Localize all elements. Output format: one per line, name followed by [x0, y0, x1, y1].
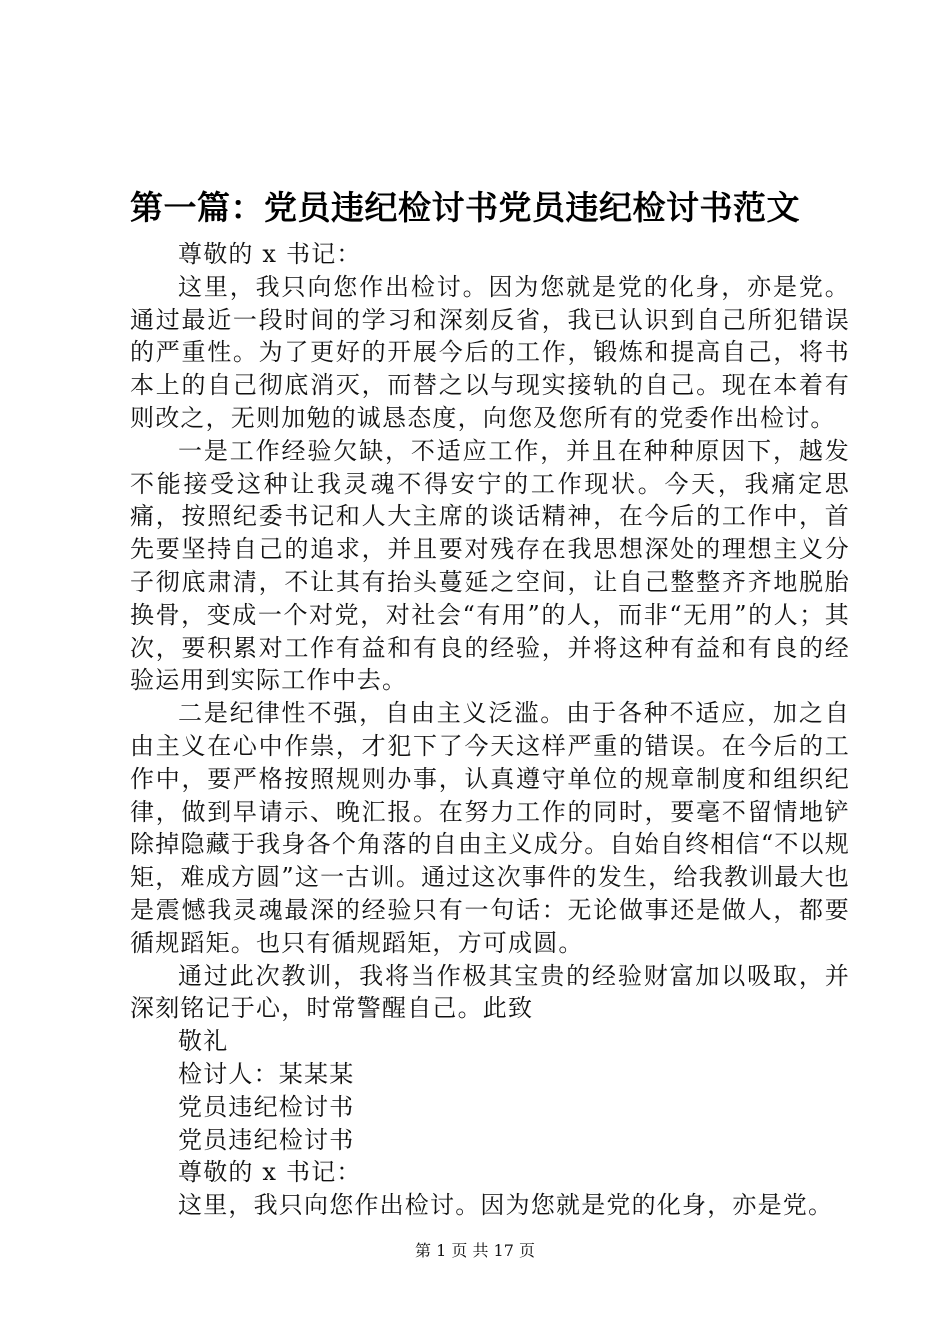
closing: 敬礼 — [178, 1027, 229, 1056]
paragraph: 这里，我只向您作出检讨。因为您就是党的化身，亦是党。 — [178, 1191, 834, 1220]
document-title: 第一篇：党员违纪检讨书党员违纪检讨书范文 — [130, 188, 800, 227]
document-body — [130, 238, 850, 1222]
paragraph: 这里，我只向您作出检讨。因为您就是党的化身，亦是党。通过最近一段时间的学习和深刻反省，我已认识到自己所犯错误的严重性。为了更好的开展今后的工作，锻炼和提高自己，将书本上的自己彻底消灭，而替之以与现实接轨的自己。现在本着有则改之，无则加勉的诚恳态度，向您及您所有的党委作出检讨。 — [130, 272, 850, 432]
section-heading: 党员违纪检讨书 — [178, 1092, 355, 1121]
section-heading: 党员违纪检讨书 — [178, 1125, 355, 1154]
paragraph: 二是纪律性不强，自由主义泛滥。由于各种不适应，加之自由主义在心中作祟，才犯下了今天这样严重的错误。在今后的工作中，要严格按照规则办事，认真遵守单位的规章制度和组织纪律，做到早请示、晚汇报。在努力工作的同时，要毫不留情地铲除掉隐藏于我身各个角落的自由主义成分。自始自终相信“不以规矩，难成方圆”这一古训。通过这次事件的发生，给我教训最大也是震憾我灵魂最深的经验只有一句话：无论做事还是做人，都要循规蹈矩。也只有循规蹈矩，方可成圆。 — [130, 699, 850, 957]
salutation: 尊敬的 x 书记： — [178, 240, 362, 268]
paragraph: 一是工作经验欠缺，不适应工作，并且在种种原因下，越发不能接受这种让我灵魂不得安宁的工作现状。今天，我痛定思痛，按照纪委书记和人大主席的谈话精神，在今后的工作中，首先要坚持自己的追求，并且要对残存在我思想深处的理想主义分子彻底肃清，不让其有抬头蔓延之空间，让自己整整齐齐地脱胎换骨，变成一个对党，对社会“有用”的人，而非“无用”的人；其次，要积累对工作有益和有良的经验，并将这种有益和有良的经验运用到实际工作中去。 — [130, 436, 850, 695]
salutation: 尊敬的 x 书记： — [178, 1158, 362, 1187]
page-footer: 第 1 页 共 17 页 — [415, 1241, 535, 1260]
signature: 检讨人：某某某 — [178, 1059, 355, 1088]
paragraph: 通过此次教训，我将当作极其宝贵的经验财富加以吸取，并深刻铭记于心，时常警醒自己。此致 — [130, 961, 850, 1023]
